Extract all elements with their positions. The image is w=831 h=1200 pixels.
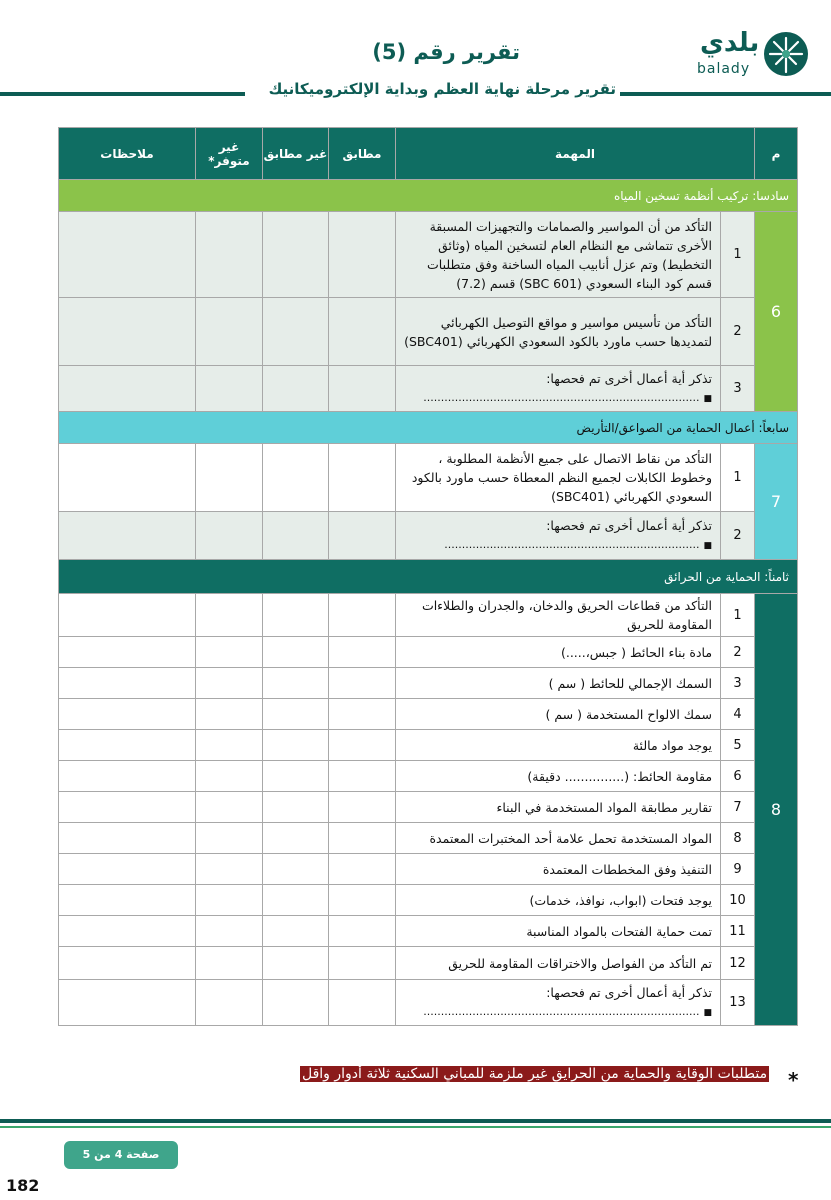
page-number: 182 — [6, 1176, 40, 1195]
group-number: 8 — [755, 594, 798, 1026]
match-cell[interactable] — [329, 980, 396, 1026]
nonmatch-cell[interactable] — [263, 668, 329, 699]
item-number: 3 — [721, 366, 755, 412]
table-header-row — [59, 128, 798, 180]
match-cell[interactable] — [329, 761, 396, 792]
item-number: 1 — [721, 444, 755, 512]
unavailable-cell[interactable] — [196, 823, 263, 854]
unavailable-cell[interactable] — [196, 854, 263, 885]
item-number: 12 — [721, 947, 755, 980]
match-cell[interactable] — [329, 730, 396, 761]
fill-in-dots[interactable]: ......................................................................... — [444, 537, 700, 551]
notes-cell[interactable] — [59, 823, 196, 854]
notes-cell[interactable] — [59, 637, 196, 668]
item-text: مادة بناء الحائط ( جبس،.....) — [396, 637, 721, 668]
section-header — [59, 412, 798, 444]
nonmatch-cell[interactable] — [263, 512, 329, 560]
item-number: 3 — [721, 668, 755, 699]
item-text: مقاومة الحائط: (............... دقيقة) — [396, 761, 721, 792]
nonmatch-cell[interactable] — [263, 444, 329, 512]
unavailable-cell[interactable] — [196, 637, 263, 668]
nonmatch-cell[interactable] — [263, 298, 329, 366]
notes-cell[interactable] — [59, 761, 196, 792]
item-text: تقارير مطابقة المواد المستخدمة في البناء — [396, 792, 721, 823]
table-row — [59, 637, 798, 668]
table-row — [59, 444, 798, 512]
notes-cell[interactable] — [59, 594, 196, 637]
section-header — [59, 180, 798, 212]
item-number: 2 — [721, 298, 755, 366]
item-number: 4 — [721, 699, 755, 730]
other-works-label: تذكر أية أعمال أخرى تم فحصها: — [546, 517, 713, 533]
match-cell[interactable] — [329, 947, 396, 980]
item-number: 1 — [721, 212, 755, 298]
item-number: 2 — [721, 637, 755, 668]
item-number: 9 — [721, 854, 755, 885]
col-index-header: م — [755, 128, 798, 180]
col-nonmatch-header: غير مطابق — [263, 128, 329, 180]
item-text: تمت حماية الفتحات بالمواد المناسبة — [396, 916, 721, 947]
table-row — [59, 947, 798, 980]
item-number: 8 — [721, 823, 755, 854]
nonmatch-cell[interactable] — [263, 947, 329, 980]
match-cell[interactable] — [329, 637, 396, 668]
item-text: سمك الالواح المستخدمة ( سم ) — [396, 699, 721, 730]
item-text: التأكد من قطاعات الحريق والدخان، والجدران والطلاءات المقاومة للحريق — [396, 594, 721, 637]
item-text: يوجد فتحات (ابواب، نوافذ، خدمات) — [396, 885, 721, 916]
nonmatch-cell[interactable] — [263, 594, 329, 637]
unavailable-cell[interactable] — [196, 668, 263, 699]
unavailable-cell[interactable] — [196, 761, 263, 792]
bullet-icon: ■ — [703, 540, 713, 551]
unavailable-cell[interactable] — [196, 512, 263, 560]
match-cell[interactable] — [329, 512, 396, 560]
notes-cell[interactable] — [59, 885, 196, 916]
item-number: 2 — [721, 512, 755, 560]
item-number: 6 — [721, 761, 755, 792]
match-cell[interactable] — [329, 699, 396, 730]
item-number: 11 — [721, 916, 755, 947]
nonmatch-cell[interactable] — [263, 366, 329, 412]
item-text: التأكد من تأسيس مواسير و مواقع التوصيل الكهربائي لتمديدها حسب ماورد بالكود السعودي الكهربائي (SBC401) — [396, 298, 721, 366]
nonmatch-cell[interactable] — [263, 823, 329, 854]
notes-cell[interactable] — [59, 730, 196, 761]
bullet-icon: ■ — [703, 1007, 713, 1018]
match-cell[interactable] — [329, 444, 396, 512]
footnote-star: * — [788, 1068, 799, 1092]
col-unavailable-header: غير متوفر* — [196, 128, 263, 180]
item-text: التأكد من نقاط الاتصال على جميع الأنظمة المطلوبة ، وخطوط الكابلات لجميع النظم المعطاة حسب ماورد بالكود السعودي الكهربائي (SBC401) — [396, 444, 721, 512]
table-row — [59, 854, 798, 885]
nonmatch-cell[interactable] — [263, 761, 329, 792]
item-text: يوجد مواد مالئة — [396, 730, 721, 761]
item-number: 10 — [721, 885, 755, 916]
table-row — [59, 668, 798, 699]
table-row — [59, 366, 798, 412]
footer-rule — [0, 1119, 831, 1123]
item-text-other — [396, 512, 721, 560]
col-match-header: مطابق — [329, 128, 396, 180]
match-cell[interactable] — [329, 366, 396, 412]
header-rule-right — [620, 92, 831, 96]
nonmatch-cell[interactable] — [263, 637, 329, 668]
item-text: التنفيذ وفق المخططات المعتمدة — [396, 854, 721, 885]
match-cell[interactable] — [329, 298, 396, 366]
unavailable-cell[interactable] — [196, 212, 263, 298]
logo-arabic: بلدي — [700, 28, 760, 58]
unavailable-cell[interactable] — [196, 916, 263, 947]
match-cell[interactable] — [329, 594, 396, 637]
fill-in-dots[interactable]: ............................................................................... — [423, 390, 700, 404]
table-row — [59, 730, 798, 761]
item-text: السمك الإجمالي للحائط ( سم ) — [396, 668, 721, 699]
col-task-header: المهمة — [396, 128, 755, 180]
inspection-table — [58, 127, 798, 1026]
notes-cell[interactable] — [59, 792, 196, 823]
match-cell[interactable] — [329, 212, 396, 298]
footer-rule-accent — [0, 1126, 831, 1128]
unavailable-cell[interactable] — [196, 792, 263, 823]
unavailable-cell[interactable] — [196, 366, 263, 412]
nonmatch-cell[interactable] — [263, 699, 329, 730]
group-number: 7 — [755, 444, 798, 560]
notes-cell[interactable] — [59, 668, 196, 699]
report-title: تقرير رقم (5) — [372, 40, 520, 64]
col-notes-header: ملاحظات — [59, 128, 196, 180]
unavailable-cell[interactable] — [196, 594, 263, 637]
nonmatch-cell[interactable] — [263, 885, 329, 916]
palm-logo-icon — [762, 30, 810, 78]
item-text: تم التأكد من الفواصل والاختراقات المقاومة للحريق — [396, 947, 721, 980]
table-row — [59, 980, 798, 1026]
fill-in-dots[interactable]: ............................................................................... — [423, 1004, 700, 1018]
unavailable-cell[interactable] — [196, 298, 263, 366]
table-row — [59, 212, 798, 298]
match-cell[interactable] — [329, 668, 396, 699]
report-subtitle: تقرير مرحلة نهاية العظم وبداية الإلكتروميكانيك — [268, 80, 616, 98]
section-header — [59, 560, 798, 594]
page-indicator: صفحة 4 من 5 — [64, 1141, 178, 1169]
nonmatch-cell[interactable] — [263, 980, 329, 1026]
notes-cell[interactable] — [59, 298, 196, 366]
nonmatch-cell[interactable] — [263, 212, 329, 298]
nonmatch-cell[interactable] — [263, 730, 329, 761]
group-number: 6 — [755, 212, 798, 412]
table-row — [59, 298, 798, 366]
table-row — [59, 885, 798, 916]
table-row — [59, 823, 798, 854]
bullet-icon: ■ — [703, 393, 713, 404]
nonmatch-cell[interactable] — [263, 854, 329, 885]
other-works-label: تذكر أية أعمال أخرى تم فحصها: — [546, 984, 713, 1000]
notes-cell[interactable] — [59, 444, 196, 512]
table-row — [59, 916, 798, 947]
notes-cell[interactable] — [59, 366, 196, 412]
notes-cell[interactable] — [59, 212, 196, 298]
header-rule-left — [0, 92, 245, 96]
item-number: 5 — [721, 730, 755, 761]
unavailable-cell[interactable] — [196, 885, 263, 916]
logo-english: balady — [697, 61, 751, 77]
unavailable-cell[interactable] — [196, 947, 263, 980]
match-cell[interactable] — [329, 854, 396, 885]
table-row — [59, 792, 798, 823]
match-cell[interactable] — [329, 885, 396, 916]
unavailable-cell[interactable] — [196, 730, 263, 761]
item-text-other — [396, 366, 721, 412]
table-row — [59, 512, 798, 560]
notes-cell[interactable] — [59, 854, 196, 885]
item-number: 13 — [721, 980, 755, 1026]
section-title: سابعاً: أعمال الحماية من الصواعق/التأريض — [59, 412, 798, 444]
table-row — [59, 594, 798, 637]
table-row — [59, 699, 798, 730]
item-number: 1 — [721, 594, 755, 637]
match-cell[interactable] — [329, 823, 396, 854]
item-text-other — [396, 980, 721, 1026]
section-title: ثامناً: الحماية من الحرائق — [59, 560, 798, 594]
section-title: سادسا: تركيب أنظمة تسخين المياه — [59, 180, 798, 212]
nonmatch-cell[interactable] — [263, 916, 329, 947]
notes-cell[interactable] — [59, 916, 196, 947]
unavailable-cell[interactable] — [196, 699, 263, 730]
unavailable-cell[interactable] — [196, 980, 263, 1026]
notes-cell[interactable] — [59, 980, 196, 1026]
table-row — [59, 761, 798, 792]
notes-cell[interactable] — [59, 512, 196, 560]
match-cell[interactable] — [329, 916, 396, 947]
item-text: التأكد من أن المواسير والصمامات والتجهيزات المسبقة الأخرى تتماشى مع النظام العام لتسخين المياه (وثائق التخطيط) وتم عزل أنابيب المياه الساخنة وفق متطلبات قسم كود البناء السعودي (SBC 601) قسم (7.2) — [396, 212, 721, 298]
unavailable-cell[interactable] — [196, 444, 263, 512]
nonmatch-cell[interactable] — [263, 792, 329, 823]
other-works-label: تذكر أية أعمال أخرى تم فحصها: — [546, 370, 713, 386]
footnote-text: متطلبات الوقاية والحماية من الحرايق غير ملزمة للمباني السكنية ثلاثة أدوار واقل — [302, 1066, 768, 1082]
match-cell[interactable] — [329, 792, 396, 823]
item-text: المواد المستخدمة تحمل علامة أحد المختبرات المعتمدة — [396, 823, 721, 854]
notes-cell[interactable] — [59, 947, 196, 980]
notes-cell[interactable] — [59, 699, 196, 730]
item-number: 7 — [721, 792, 755, 823]
